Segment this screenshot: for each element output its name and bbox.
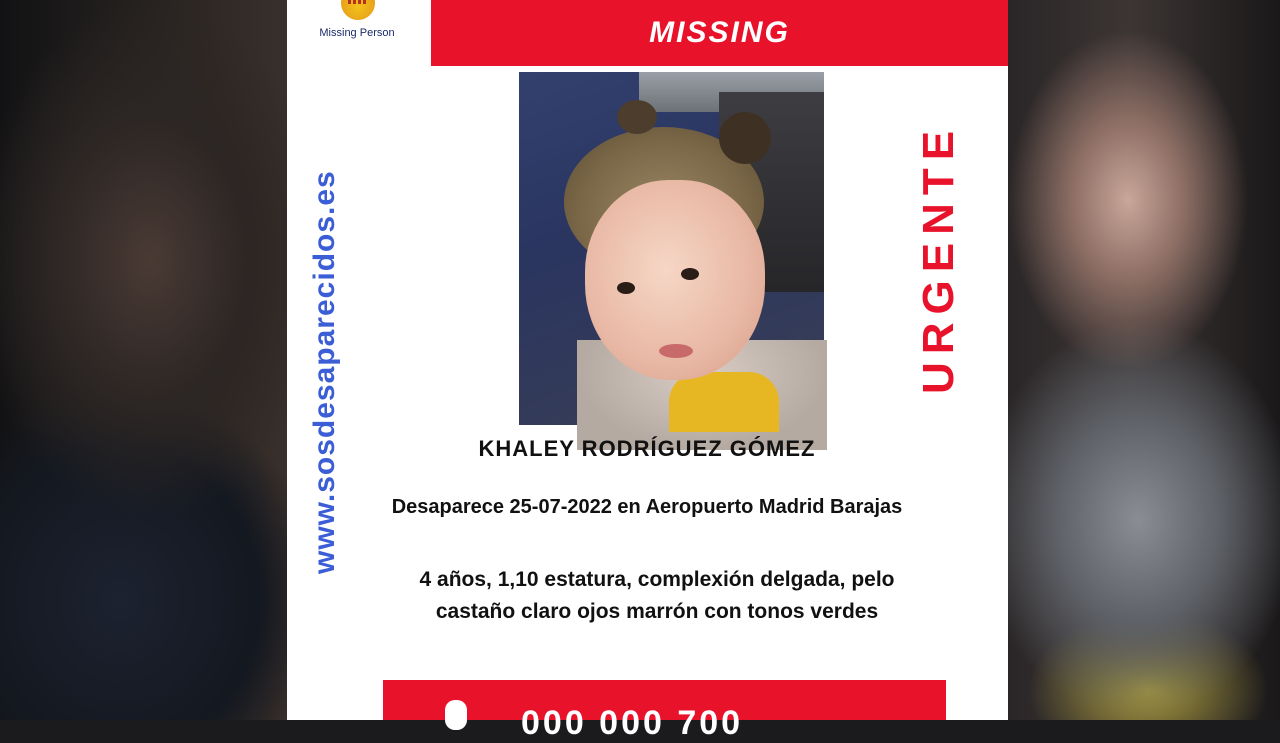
child-name: KHALEY RODRÍGUEZ GÓMEZ: [478, 436, 816, 461]
blurred-background-left: [0, 0, 290, 720]
logo-emblem-icon: [341, 0, 375, 20]
blurred-background-right: [1008, 0, 1280, 720]
missing-person-logo: [305, 0, 409, 60]
website-url: www.sosdesaparecidos.es: [308, 170, 341, 574]
description-line-1: 4 años, 1,10 estatura, complexión delgada, pelo: [419, 568, 895, 591]
phone-number: 000 000 700: [521, 704, 744, 742]
logo-label: Missing Person: [319, 27, 395, 39]
child-photo: [519, 72, 824, 425]
missing-banner: MISSING: [431, 0, 1008, 66]
disappearance-info: Desaparece 25-07-2022 en Aeropuerto Madrid Barajas: [391, 496, 903, 518]
urgent-label: URGENTE: [914, 122, 963, 394]
physical-description: [362, 564, 952, 628]
phone-banner: [383, 680, 946, 742]
phone-icon: [445, 700, 467, 730]
description-line-2: castaño claro ojos marrón con tonos verdes: [435, 600, 879, 623]
missing-person-poster: [287, 0, 1008, 742]
